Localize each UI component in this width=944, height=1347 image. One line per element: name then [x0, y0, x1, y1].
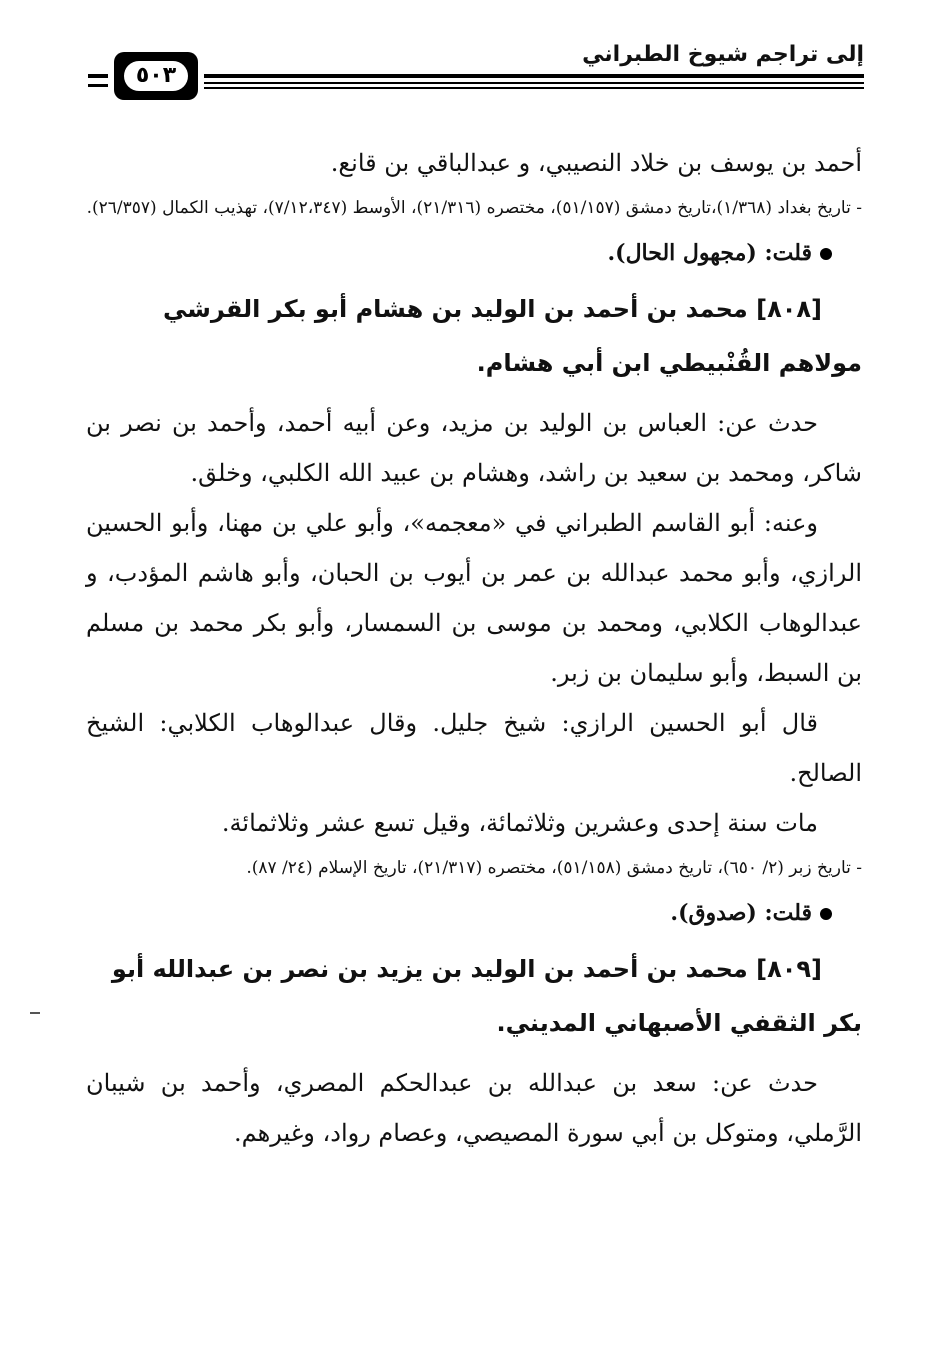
entry-heading-809: [٨٠٩] محمد بن أحمد بن الوليد بن يزيد بن نصر بن عبدالله أبو بكر الثقفي الأصبهاني المديني.: [111, 955, 862, 1037]
paragraph-teachers-808: حدث عن: العباس بن الوليد بن مزيد، وعن أبيه أحمد، وأحمد بن نصر بن شاكر، ومحمد بن سعيد بن راشد، وهشام بن عبيد الله الكلبي، وخلق.: [86, 409, 862, 487]
bullet-icon: [820, 908, 832, 920]
page-number-badge: [114, 52, 198, 100]
reference-note-1: - تاريخ بغداد (١/٣٦٨)،تاريخ دمشق (٥١/١٥٧)، مختصره (٢١/٣١٦)، الأوسط (٧/١٢،٣٤٧)، تهذيب الكمال (٢٦/٣٥٧).: [86, 198, 862, 218]
header-rule-thin-2: [204, 87, 864, 89]
verdict-text: قلت: (صدوق).: [670, 900, 812, 926]
verdict-2: [86, 890, 862, 936]
page-number: ٥٠٣: [124, 61, 188, 91]
header-rule-thin: [204, 82, 864, 84]
margin-mark: [30, 1012, 40, 1014]
header-dash-top: [88, 74, 108, 78]
header-rule-thick: [204, 74, 864, 78]
paragraph-death-808: مات سنة إحدى وعشرين وثلاثمائة، وقيل تسع عشر وثلاثمائة.: [221, 809, 818, 837]
verdict-1: [86, 230, 862, 276]
paragraph-teachers-809: حدث عن: سعد بن عبدالله بن عبدالحكم المصري، وأحمد بن شيبان الرَّملي، ومتوكل بن أبي سورة المصيصي، وعصام رواد، وغيرهم.: [86, 1069, 862, 1147]
page-body: [86, 138, 862, 1158]
header-dash-bottom: [88, 84, 108, 87]
page-header: [88, 42, 864, 112]
reference-note-2: - تاريخ زبر (٢/ ٦٥٠)، تاريخ دمشق (٥١/١٥٨)، مختصره (٢١/٣١٧)، تاريخ الإسلام (٢٤/ ٨٧).: [246, 858, 862, 878]
entry-heading-808: [٨٠٨] محمد بن أحمد بن الوليد بن هشام أبو بكر القرشي مولاهم القُنْبيطي ابن أبي هشام.: [163, 295, 862, 377]
running-title: إلى تراجم شيوخ الطبراني: [582, 42, 864, 67]
paragraph-students-808: وعنه: أبو القاسم الطبراني في «معجمه»، وأبو علي بن مهنا، وأبو الحسين الرازي، وأبو محمد عبدالله بن عمر بن أيوب بن الحبان، وأبو هاشم المؤدب، و عبدالوهاب الكلابي، ومحمد بن موسى بن السمسار، وأبو بكر محمد بن مسلم بن السبط، وأبو سليمان بن زبر.: [86, 509, 863, 687]
verdict-text: قلت: (مجهول الحال).: [607, 240, 812, 266]
paragraph-grading-808: قال أبو الحسين الرازي: شيخ جليل. وقال عبدالوهاب الكلابي: الشيخ الصالح.: [86, 709, 862, 787]
bullet-icon: [820, 248, 832, 260]
paragraph-continuation: أحمد بن يوسف بن خلاد النصيبي، و عبدالباقي بن قانع.: [330, 149, 862, 177]
